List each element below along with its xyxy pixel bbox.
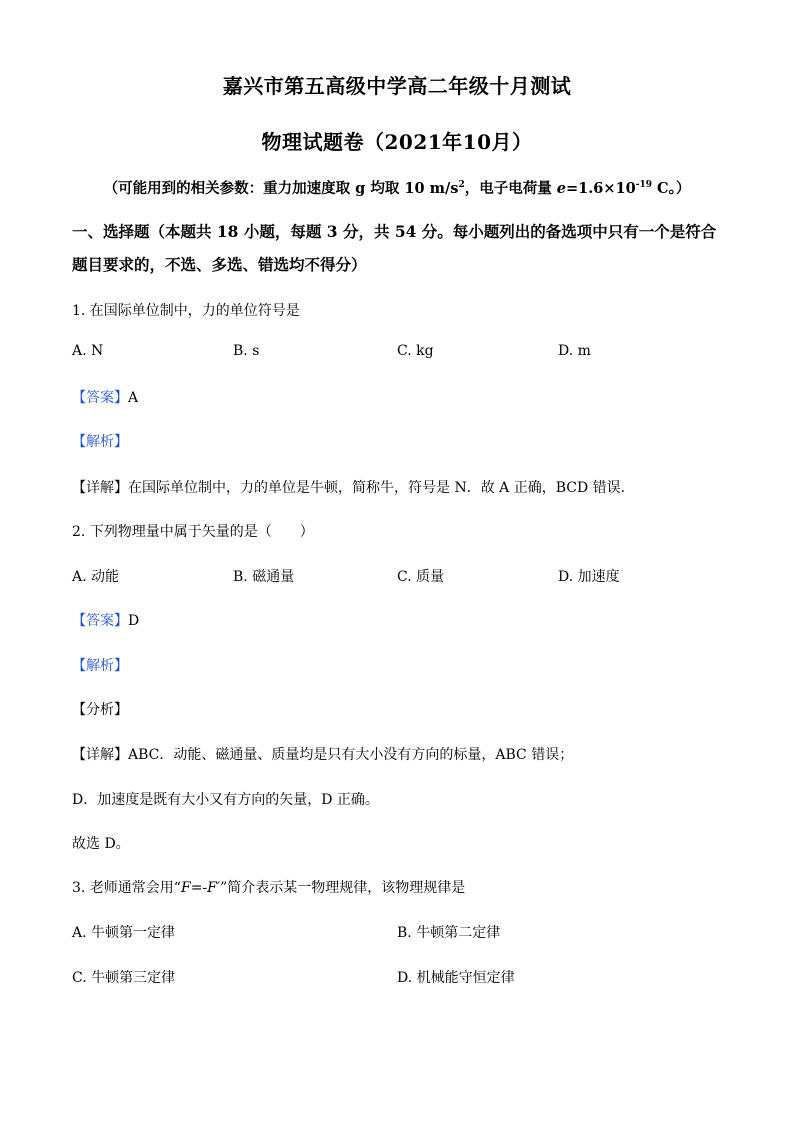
question-3-option-b: B. 牛顿第二定律 xyxy=(397,925,501,941)
question-2-option-b: B. 磁通量 xyxy=(233,569,295,585)
question-2-detail xyxy=(72,744,722,764)
formula-f: F xyxy=(180,880,191,896)
formula-mid: =- xyxy=(190,880,208,896)
question-2-conclusion: 故选 D。 xyxy=(72,836,130,852)
params-sup-unit: 2 xyxy=(458,180,465,191)
detail-text: ABC．动能、磁通量、质量均是只有大小没有方向的标量，ABC 错误； xyxy=(128,747,574,763)
question-2-analysis-tag: 【解析】 xyxy=(72,658,128,674)
params-value: =1.6×10 xyxy=(566,180,636,197)
answer-tag: 【答案】 xyxy=(72,613,128,629)
question-3-stem xyxy=(72,877,722,897)
question-2-stem: 2. 下列物理量中属于矢量的是（ ） xyxy=(72,524,314,540)
answer-tag: 【答案】 xyxy=(72,390,128,406)
question-1-option-d: D. m xyxy=(558,343,591,359)
params-sup-exponent: -19 xyxy=(635,180,652,191)
question-2-option-c: C. 质量 xyxy=(397,569,445,585)
constants-note xyxy=(0,177,794,198)
question-1-option-c: C. kg xyxy=(397,343,434,359)
question-1-answer xyxy=(72,387,722,407)
question-1-option-a: A. N xyxy=(72,343,104,359)
exam-subtitle: 物理试题卷（2021年10月） xyxy=(261,130,533,154)
stem-suffix: ”简介表示某一物理规律，该物理规律是 xyxy=(220,880,466,896)
question-2-option-d: D. 加速度 xyxy=(558,569,620,585)
params-suffix: C。） xyxy=(652,180,691,197)
question-2-answer xyxy=(72,610,722,630)
question-2-detail-2: D．加速度是既有大小又有方向的矢量，D 正确。 xyxy=(72,792,379,808)
answer-value: A xyxy=(128,390,139,406)
section-heading: 一、选择题（本题共 18 小题，每题 3 分，共 54 分。每小题列出的备选项中只有一个是符合题目要求的，不选、多选、错选均不得分） xyxy=(72,222,717,274)
question-3-option-a: A. 牛顿第一定律 xyxy=(72,925,176,941)
detail-text: 在国际单位制中，力的单位是牛顿，简称牛，符号是 N．故 A 正确，BCD 错误． xyxy=(128,480,635,496)
question-3-option-c: C. 牛顿第三定律 xyxy=(72,970,176,986)
formula-f-prime: F′ xyxy=(207,880,221,896)
params-prefix: （可能用到的相关参数：重力加速度取 g 均取 10 m/s xyxy=(103,180,459,197)
detail-tag: 【详解】 xyxy=(72,480,128,496)
question-2-option-a: A. 动能 xyxy=(72,569,120,585)
exam-title: 嘉兴市第五高级中学高二年级十月测试 xyxy=(222,74,572,98)
question-3-option-d: D. 机械能守恒定律 xyxy=(397,970,515,986)
detail-tag: 【详解】 xyxy=(72,747,128,763)
answer-value: D xyxy=(128,613,140,629)
params-mid: ，电子电荷量 xyxy=(464,180,557,197)
question-1-analysis-tag: 【解析】 xyxy=(72,434,128,450)
question-1-detail xyxy=(72,477,722,497)
question-1-option-b: B. s xyxy=(233,343,260,359)
question-1-stem: 1. 在国际单位制中，力的单位符号是 xyxy=(72,303,300,319)
params-e-symbol: e xyxy=(556,180,567,197)
stem-prefix: 3. 老师通常会用“ xyxy=(72,880,181,896)
question-2-fenxi-tag: 【分析】 xyxy=(72,702,128,718)
